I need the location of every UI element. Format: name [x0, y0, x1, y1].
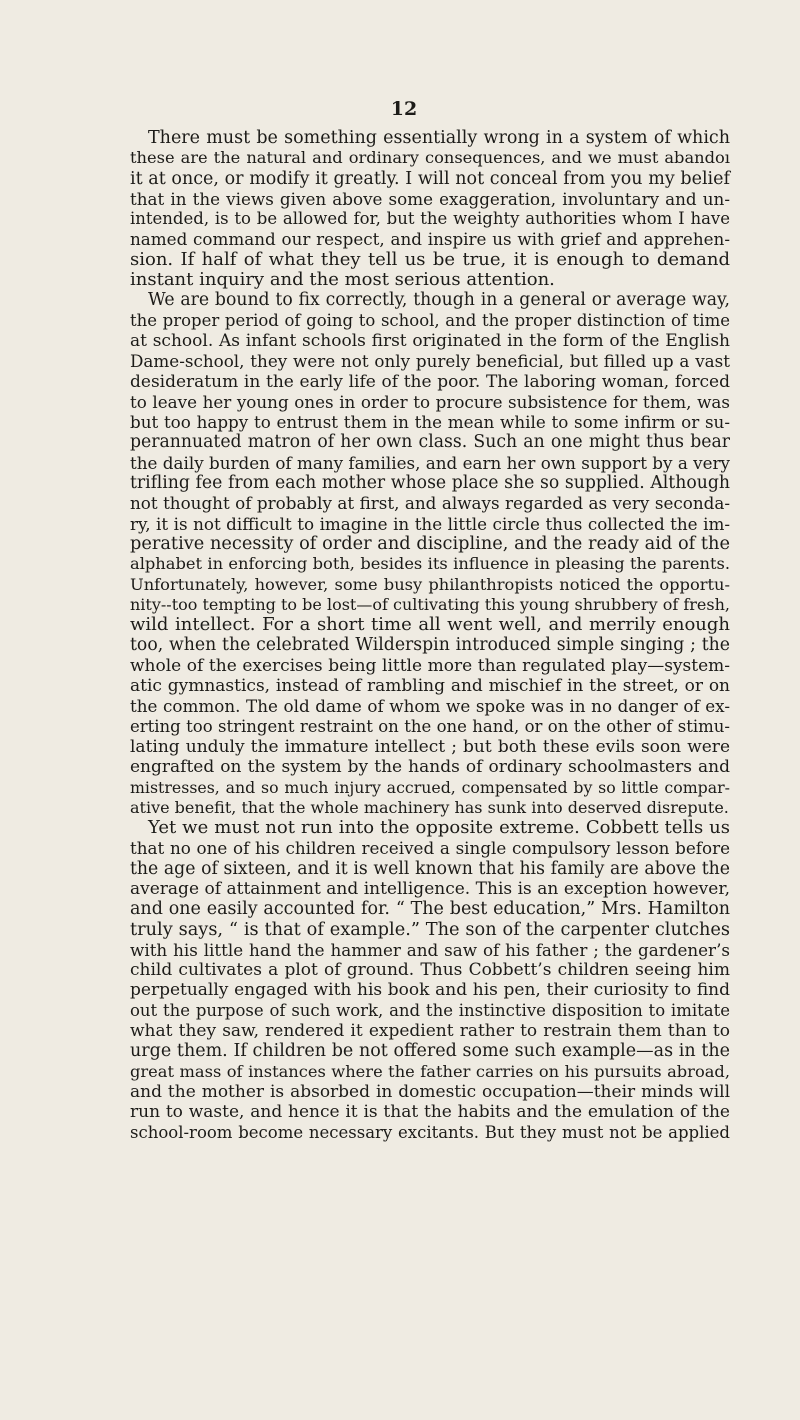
text-line: There must be something essentially wrong in a system of which: [148, 128, 730, 148]
text-line: perative necessity of order and discipline, and the ready aid of the: [130, 533, 730, 554]
body-text: [130, 128, 730, 1143]
text-line: truly says, “ is that of example.” The son of the carpenter clutches: [130, 919, 730, 940]
text-line: to leave her young ones in order to procure subsistence for them, was: [130, 391, 730, 412]
text-line: instant inquiry and the most serious attention.: [130, 269, 555, 291]
text-line: ative benefit, that the whole machinery has sunk into deserved disrepute.: [130, 797, 729, 817]
text-line: at school. As infant schools first originated in the form of the English: [130, 330, 730, 351]
text-line: what they saw, rendered it expedient rather to restrain them than to: [130, 1021, 730, 1042]
text-line: perannuated matron of her own class. Such an one might thus bear: [130, 432, 730, 453]
text-line: sion. If half of what they tell us be true, it is enough to demand: [130, 248, 730, 270]
text-line: out the purpose of such work, and the instinctive disposition to imitate: [130, 1000, 730, 1020]
text-line: average of attainment and intelligence. This is an exception however,: [130, 878, 730, 899]
text-line: and one easily accounted for. “ The best education,” Mrs. Hamilton: [130, 899, 730, 920]
text-line: whole of the exercises being little more than regulated play—system-: [130, 655, 730, 676]
text-line: lating unduly the immature intellect ; but both these evils soon were: [130, 736, 730, 757]
text-line: these are the natural and ordinary consequences, and we must abandoı: [130, 148, 730, 168]
text-line: atic gymnastics, instead of rambling and mischief in the street, or on: [130, 676, 730, 697]
text-line: that no one of his children received a single compulsory lesson before: [130, 838, 730, 859]
text-line: that in the views given above some exaggeration, involuntary and un-: [130, 188, 730, 209]
text-line: intended, is to be allowed for, but the weighty authorities whom I have: [130, 209, 730, 229]
text-line: the proper period of going to school, and the proper distinction of time: [130, 310, 730, 330]
text-line: mistresses, and so much injury accrued, compensated by so little compar-: [130, 777, 730, 797]
text-line: with his little hand the hammer and saw of his father ; the gardener’s: [130, 939, 730, 960]
text-line: the daily burden of many families, and earn her own support by a very: [130, 452, 730, 473]
text-line: run to waste, and hence it is that the habits and the emulation of the: [130, 1102, 730, 1123]
text-line: child cultivates a plot of ground. Thus Cobbett’s children seeing him: [130, 960, 730, 981]
text-line: the age of sixteen, and it is well known that his family are above the: [130, 858, 730, 879]
text-line: We are bound to fix correctly, though in a general or average way,: [148, 290, 730, 311]
text-line: nity--too tempting to be lost—of cultivating this young shrubbery of fresh,: [130, 594, 730, 614]
text-line: Unfortunately, however, some busy philanthropists noticed the opportu-: [130, 574, 730, 594]
text-line: trifling fee from each mother whose place she so supplied. Although: [130, 473, 730, 494]
text-line: it at once, or modify it greatly. I will not conceal from you my belief: [130, 168, 730, 189]
text-line: ry, it is not difficult to imagine in the little circle thus collected the im-: [130, 513, 730, 534]
text-line: wild intellect. For a short time all went well, and merrily enough: [130, 614, 730, 636]
text-line: alphabet in enforcing both, besides its influence in pleasing the parents.: [130, 554, 730, 574]
text-line: the common. The old dame of whom we spoke was in no danger of ex-: [130, 696, 730, 717]
text-line: not thought of probably at first, and always regarded as very seconda-: [130, 493, 730, 514]
text-line: and the mother is absorbed in domestic occupation—their minds will: [130, 1081, 730, 1102]
text-line: school-room become necessary excitants. But they must not be applied: [130, 1122, 730, 1142]
text-line: named command our respect, and inspire us with grief and apprehen-: [130, 229, 730, 250]
text-line: urge them. If children be not offered some such example—as in the: [130, 1041, 730, 1062]
text-line: erting too stringent restraint on the one hand, or on the other of stimu-: [130, 716, 730, 736]
text-line: but too happy to entrust them in the mean while to some infirm or su-: [130, 412, 730, 433]
text-line: desideratum in the early life of the poor. The laboring woman, forced: [130, 371, 730, 392]
text-line: Yet we must not run into the opposite extreme. Cobbett tells us: [148, 817, 730, 839]
text-line: Dame-school, they were not only purely beneficial, but filled up a vast: [130, 351, 730, 372]
text-line: too, when the celebrated Wilderspin introduced simple singing ; the: [130, 635, 730, 656]
text-line: great mass of instances where the father carries on his pursuits abroad,: [130, 1061, 730, 1081]
text-line: engrafted on the system by the hands of ordinary schoolmasters and: [130, 757, 730, 778]
text-line: perpetually engaged with his book and his pen, their curiosity to find: [130, 980, 730, 1001]
page-number: 12: [390, 98, 418, 120]
